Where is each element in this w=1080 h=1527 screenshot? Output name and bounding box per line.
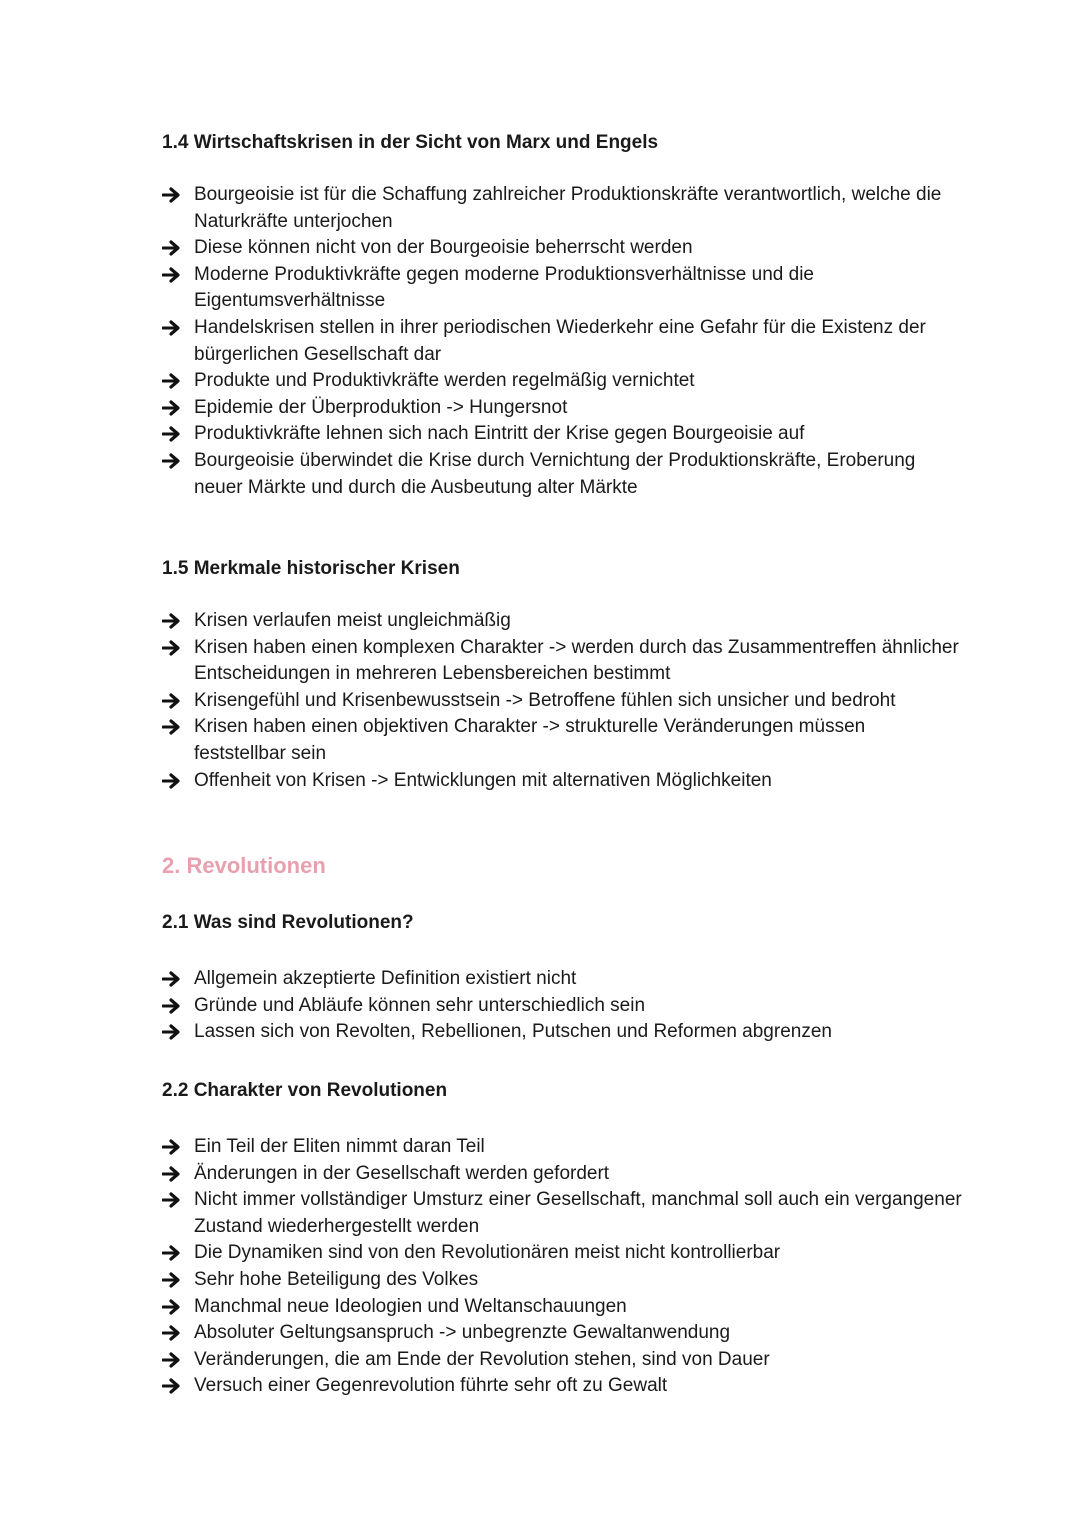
list-item-text: Epidemie der Überproduktion -> Hungersnot: [194, 396, 568, 418]
list-item-text: Krisen verlaufen meist ungleichmäßig: [194, 610, 511, 631]
list-item-text: Lassen sich von Revolten, Rebellionen, Putschen und Reformen abgrenzen: [194, 1021, 832, 1043]
list-item: [162, 993, 832, 1020]
list-item: [162, 688, 962, 715]
list-item-text: Bourgeoisie überwindet die Krise durch Vernichtung der Produktionskräfte, Eroberung neuer Märkte und durch die Ausbeutung alter Märkte: [194, 449, 916, 498]
arrow-right-icon: [162, 1134, 184, 1161]
list-item-text: Krisen haben einen objektiven Charakter -> strukturelle Veränderungen müssen feststellbar sein: [194, 716, 866, 764]
list-item-text: Gründe und Abläufe können sehr unterschiedlich sein: [194, 994, 646, 1016]
list-item: [162, 635, 962, 688]
arrow-right-icon: [162, 768, 184, 795]
list-item: [162, 966, 832, 993]
list-item-text: Allgemein akzeptierte Definition existiert nicht: [194, 968, 577, 989]
list-item-text: Die Dynamiken sind von den Revolutionären meist nicht kontrollierbar: [194, 1242, 781, 1264]
list-item: [162, 421, 962, 448]
arrow-right-icon: [162, 1019, 184, 1046]
arrow-right-icon: [162, 395, 184, 422]
arrow-right-icon: [162, 966, 184, 993]
list-item-text: Absoluter Geltungsanspruch -> unbegrenzte Gewaltanwendung: [194, 1322, 731, 1344]
list-item-text: Krisen haben einen komplexen Charakter -> werden durch das Zusammentreffen ähnlicher Entscheidungen in mehreren Lebensbereichen bestimmt: [194, 636, 959, 685]
list-item: [162, 1320, 962, 1347]
list-item: [162, 448, 962, 501]
arrow-right-icon: [162, 993, 184, 1020]
list-item-text: Produktivkräfte lehnen sich nach Eintritt der Krise gegen Bourgeoisie auf: [194, 423, 805, 445]
arrow-right-icon: [162, 1294, 184, 1321]
arrow-right-icon: [162, 1161, 184, 1188]
list-item-text: Bourgeoisie ist für die Schaffung zahlreicher Produktionskräfte verantwortlich, welche die Naturkräfte unterjochen: [194, 184, 942, 232]
list-item-text: Moderne Produktivkräfte gegen moderne Produktionsverhältnisse und die Eigentumsverhältnisse: [194, 263, 814, 312]
section-heading-2-2: 2.2 Charakter von Revolutionen: [162, 1080, 448, 1101]
list-item-text: Handelskrisen stellen in ihrer periodischen Wiederkehr eine Gefahr für die Existenz der bürgerlichen Gesellschaft dar: [194, 316, 926, 365]
list-item: [162, 1347, 962, 1374]
arrow-right-icon: [162, 448, 184, 475]
list-item-text: Veränderungen, die am Ende der Revolution stehen, sind von Dauer: [194, 1348, 770, 1370]
bullet-list-1-4: [162, 182, 962, 501]
list-item-text: Änderungen in der Gesellschaft werden gefordert: [194, 1162, 610, 1184]
list-item: [162, 1373, 962, 1400]
section-heading-2-1: 2.1 Was sind Revolutionen?: [162, 912, 414, 933]
list-item: [162, 1294, 962, 1321]
list-item: [162, 608, 962, 635]
arrow-right-icon: [162, 688, 184, 715]
arrow-right-icon: [162, 262, 184, 289]
bullet-list-1-5: [162, 608, 962, 794]
list-item: [162, 262, 962, 315]
arrow-right-icon: [162, 235, 184, 262]
list-item-text: Krisengefühl und Krisenbewusstsein -> Betroffene fühlen sich unsicher und bedroht: [194, 689, 896, 711]
list-item: [162, 1187, 962, 1240]
list-item: [162, 1019, 832, 1046]
arrow-right-icon: [162, 1373, 184, 1400]
list-item-text: Diese können nicht von der Bourgeoisie beherrscht werden: [194, 237, 693, 259]
list-item-text: Nicht immer vollständiger Umsturz einer Gesellschaft, manchmal soll auch ein vergangener Zustand wiederhergestellt werden: [194, 1189, 962, 1237]
list-item-text: Sehr hohe Beteiligung des Volkes: [194, 1268, 479, 1290]
list-item-text: Offenheit von Krisen -> Entwicklungen mit alternativen Möglichkeiten: [194, 769, 772, 791]
arrow-right-icon: [162, 1320, 184, 1347]
arrow-right-icon: [162, 1240, 184, 1267]
list-item-text: Ein Teil der Eliten nimmt daran Teil: [194, 1136, 485, 1157]
section-heading-1-4: 1.4 Wirtschaftskrisen in der Sicht von Marx und Engels: [162, 132, 659, 153]
list-item-text: Manchmal neue Ideologien und Weltanschauungen: [194, 1295, 627, 1317]
arrow-right-icon: [162, 714, 184, 741]
list-item: [162, 395, 962, 422]
arrow-right-icon: [162, 182, 184, 209]
list-item: [162, 1161, 962, 1188]
arrow-right-icon: [162, 315, 184, 342]
list-item: [162, 1134, 962, 1161]
section-heading-1-5: 1.5 Merkmale historischer Krisen: [162, 558, 460, 579]
bullet-list-2-1: [162, 966, 832, 1046]
list-item: [162, 235, 962, 262]
list-item-text: Produkte und Produktivkräfte werden regelmäßig vernichtet: [194, 370, 695, 392]
list-item: [162, 315, 962, 368]
list-item: [162, 714, 962, 767]
list-item: [162, 368, 962, 395]
arrow-right-icon: [162, 368, 184, 395]
bullet-list-2-2: [162, 1134, 962, 1400]
arrow-right-icon: [162, 635, 184, 662]
list-item: [162, 182, 962, 235]
list-item-text: Versuch einer Gegenrevolution führte sehr oft zu Gewalt: [194, 1375, 668, 1397]
arrow-right-icon: [162, 1187, 184, 1214]
list-item: [162, 1240, 962, 1267]
arrow-right-icon: [162, 421, 184, 448]
list-item: [162, 1267, 962, 1294]
chapter-heading-2: 2. Revolutionen: [162, 853, 326, 878]
arrow-right-icon: [162, 608, 184, 635]
arrow-right-icon: [162, 1267, 184, 1294]
list-item: [162, 768, 962, 795]
arrow-right-icon: [162, 1347, 184, 1374]
